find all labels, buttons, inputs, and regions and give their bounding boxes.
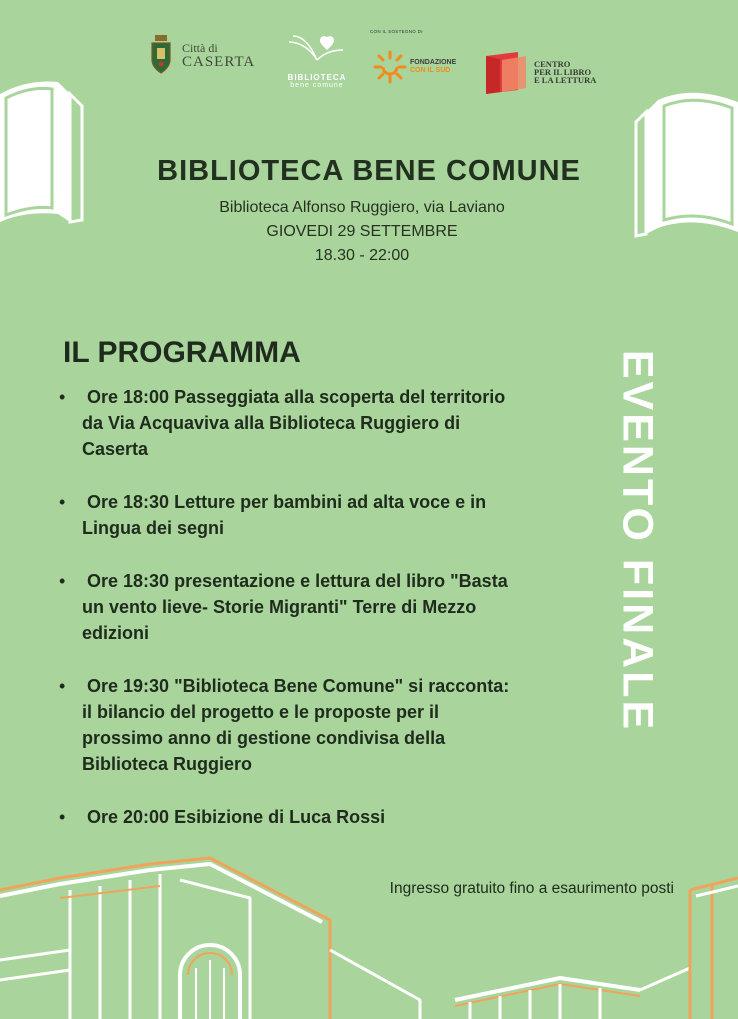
venue-text: Biblioteca Alfonso Ruggiero, via Laviano <box>219 199 505 216</box>
programme-item-time: Ore 18:00 <box>87 387 170 407</box>
caserta-logo-line1: Città di <box>182 41 218 55</box>
biblioteca-bene-comune-logo <box>282 32 352 89</box>
programme-item-time: Ore 18:30 <box>87 571 170 591</box>
fondazione-logo-line2: CON IL SUD <box>410 67 451 74</box>
evento-finale-label <box>607 295 667 787</box>
programme-item-text: Passeggiata alla scoperta del territorio da Via Acquaviva alla Biblioteca Ruggiero di Caserta <box>82 387 506 459</box>
evento-finale-text: EVENTO FINALE <box>613 349 662 733</box>
centro-libro-mark-icon <box>486 50 528 94</box>
caserta-logo-line2: CASERTA <box>182 54 256 70</box>
programme-item <box>82 489 522 541</box>
programme-item-time: Ore 20:00 <box>87 807 170 827</box>
citta-di-caserta-logo <box>148 34 255 76</box>
programme-item-time: Ore 19:30 <box>87 676 170 696</box>
programme-item-text: "Biblioteca Bene Comune" si racconta: il bilancio del progetto e le proposte per il prossimo anno di gestione condivisa della Biblioteca Ruggiero <box>82 676 510 774</box>
biblioteca-logo-line1: BIBLIOTECA <box>287 73 347 82</box>
programme-item <box>82 673 522 777</box>
biblioteca-logo-line2: bene comune <box>290 82 344 89</box>
fondazione-logo-line1: FONDAZIONE <box>410 59 457 66</box>
sostegno-label: CON IL SOSTEGNO DI <box>370 29 423 34</box>
programme-heading: IL PROGRAMMA <box>63 336 301 369</box>
fondazione-con-il-sud-logo <box>373 50 456 84</box>
centro-logo-line2: PER IL LIBRO <box>534 67 592 77</box>
centro-logo-line3: E LA LETTURA <box>534 75 597 85</box>
programme-item-time: Ore 18:30 <box>87 492 170 512</box>
centro-per-il-libro-logo <box>486 50 596 94</box>
book-heart-icon <box>287 32 347 66</box>
centro-logo-line1: CENTRO <box>534 59 571 69</box>
library-building-illustration <box>0 850 738 1019</box>
programme-item-text: Letture per bambini ad alta voce e in Lingua dei segni <box>82 492 487 538</box>
date-text: GIOVEDI 29 SETTEMBRE <box>266 223 458 240</box>
programme-item <box>82 804 522 830</box>
programme-item <box>82 384 522 462</box>
poster-title: BIBLIOTECA BENE COMUNE <box>157 155 581 187</box>
hours-text: 18.30 - 22:00 <box>314 247 410 264</box>
programme-item-text: Esibizione di Luca Rossi <box>174 807 386 827</box>
programme-list <box>82 384 522 857</box>
programme-item-text: presentazione e lettura del libro "Basta un vento lieve- Storie Migranti" Terre di Mezzo edizioni <box>82 571 508 643</box>
programme-item <box>82 568 522 646</box>
sun-icon <box>373 50 407 84</box>
free-entry-note: Ingresso gratuito fino a esaurimento posti <box>389 880 674 897</box>
coat-of-arms-icon <box>148 34 174 76</box>
